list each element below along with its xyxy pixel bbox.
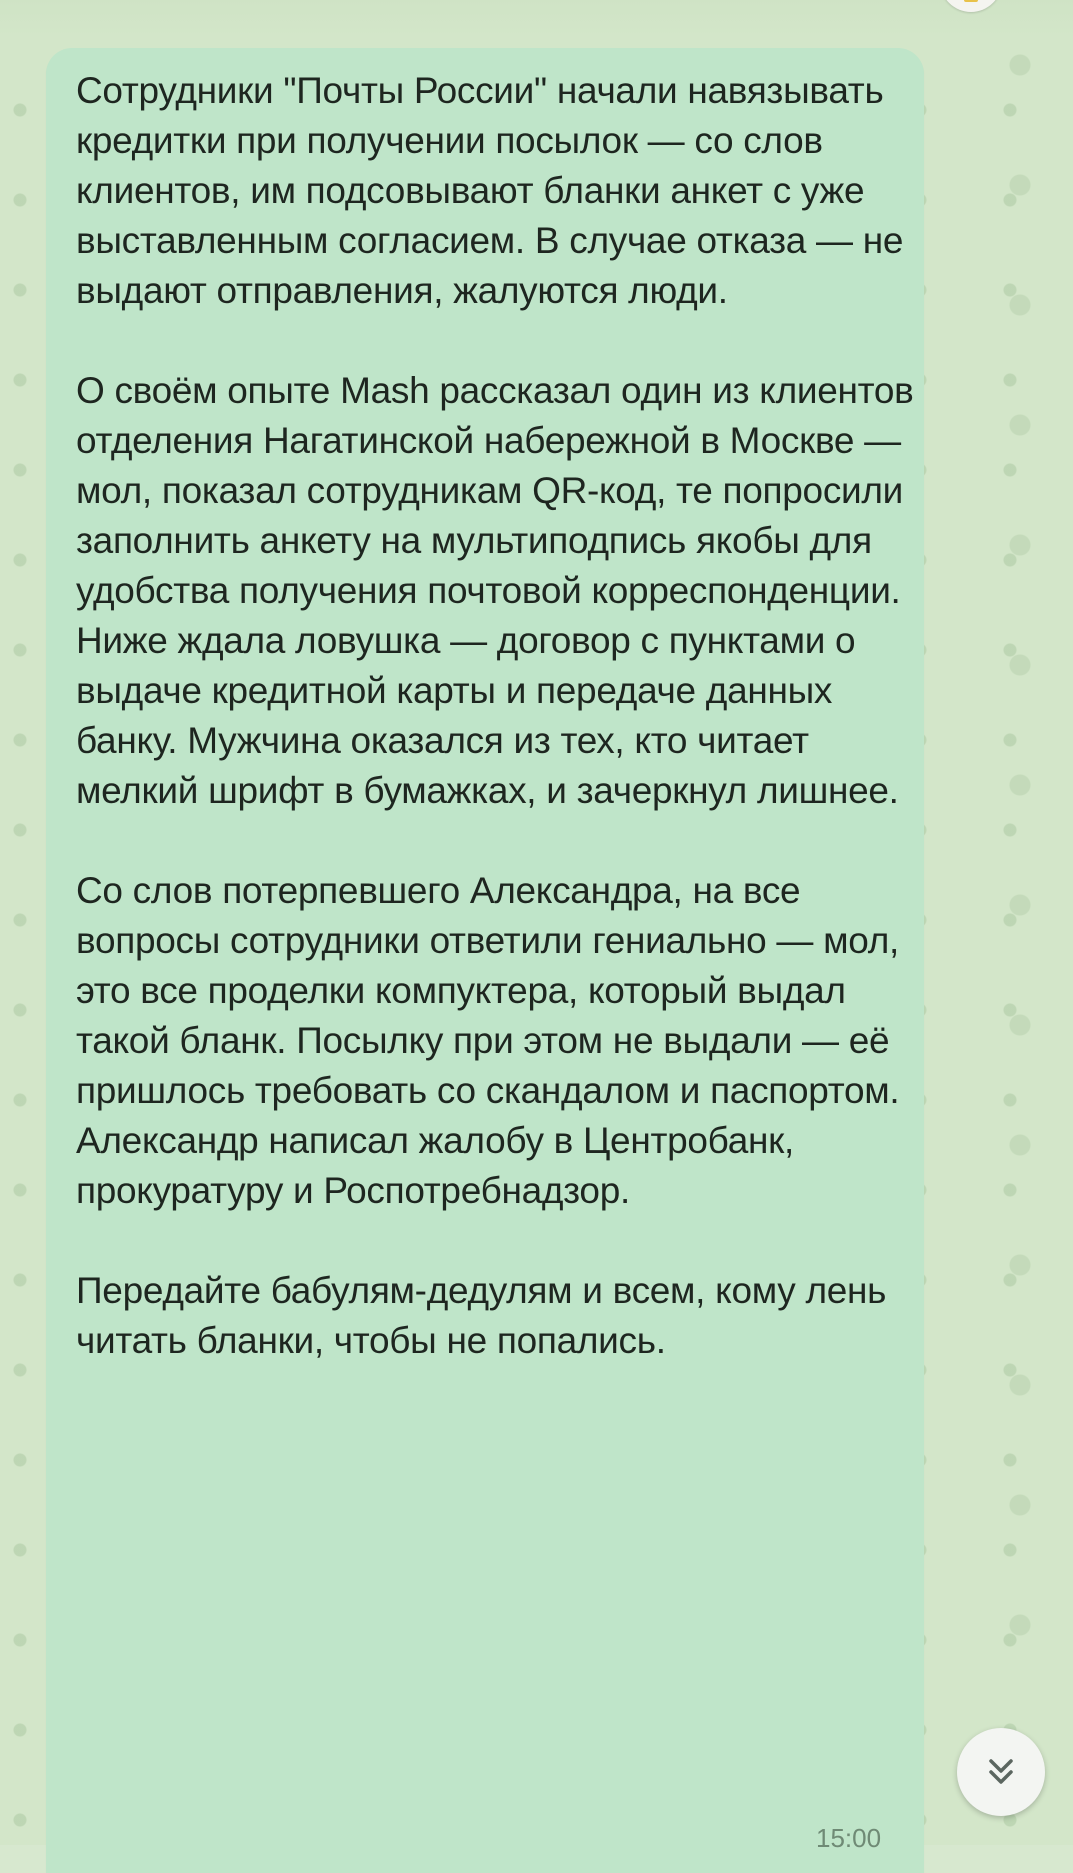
message-paragraph-2: О своём опыте Mash рассказал один из клиентов отделения Нагатинской набережной в Москве — мол, показал сотрудникам QR-код, те попросили заполнить анкету на мультиподпись якобы для удобства получения почтовой корреспонденции. Ниже ждала ловушка — договор с пунктами о выдаче кредитной карты и передаче данных банку. Мужчина оказался из тех, кто читает мелкий шрифт в бумажках, и зачеркнул лишнее.: [76, 370, 914, 811]
message-paragraph-1: Сотрудники "Почты России" начали навязывать кредитки при получении посылок — со слов клиентов, им подсовывают бланки анкет с уже выставленным согласием. В случае отказа — не выдают отправления, жалуются люди.: [76, 70, 904, 311]
scroll-down-button[interactable]: [957, 1728, 1045, 1816]
message-timestamp: 15:00: [816, 1823, 882, 1853]
chat-top-edge: [0, 0, 1073, 36]
message-bubble[interactable]: [46, 48, 924, 1873]
message-text: [76, 66, 916, 1366]
avatar-image: [964, 0, 978, 2]
message-paragraph-4: Передайте бабулям-дедулям и всем, кому лень читать бланки, чтобы не попались.: [76, 1270, 887, 1361]
message-paragraph-3: Со слов потерпевшего Александра, на все вопросы сотрудники ответили гениально — мол, это все проделки компуктера, который выдал такой бланк. Посылку при этом не выдали — её пришлось требовать со скандалом и паспортом. Александр написал жалобу в Центробанк, прокуратуру и Роспотребнадзор.: [76, 870, 900, 1211]
double-chevron-down-icon: [984, 1755, 1018, 1789]
